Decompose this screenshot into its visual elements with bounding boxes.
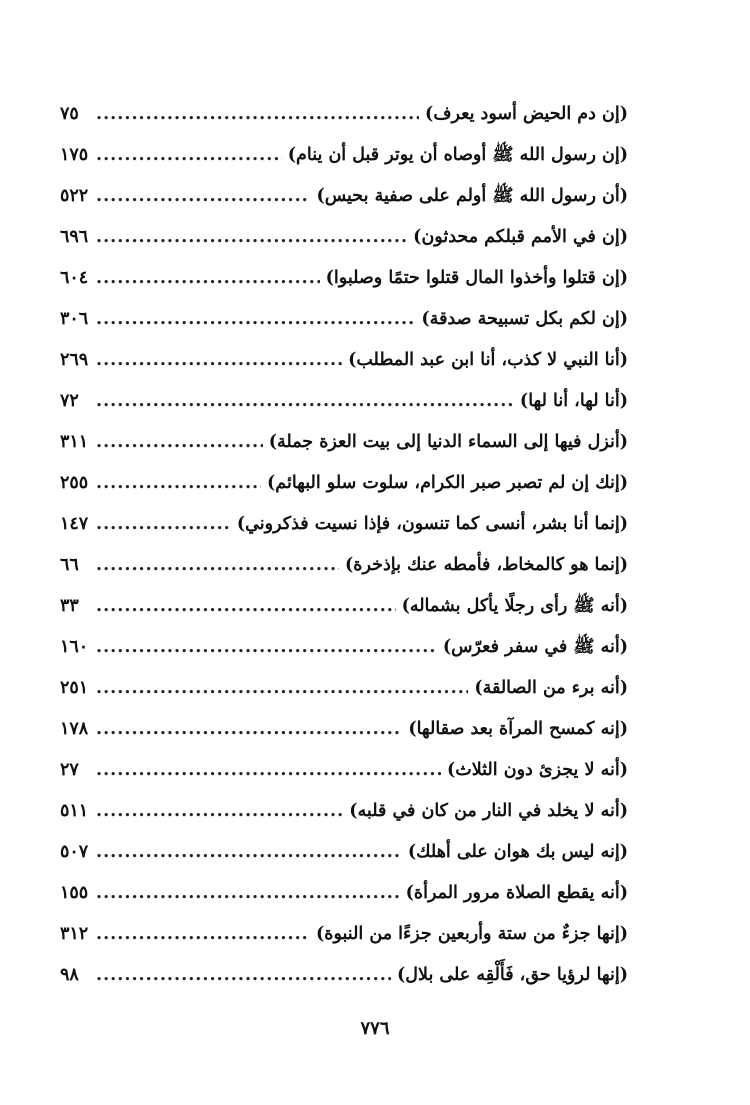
entry-page-number: ٢٥١ [60,677,89,698]
entry-page-number: ٦٦ [60,554,79,575]
dot-leader [96,516,231,534]
dot-leader [96,557,339,575]
entry-page-number: ٧٢ [60,390,79,411]
entry-text: (إن قتلوا وأخذوا المال قتلوا حتمًا وصلبوا) [325,267,628,288]
entry-text: (أنه ﷺ في سفر فعرّس) [442,636,628,657]
index-entry [60,914,628,955]
index-entry [60,873,628,914]
index-entry [60,627,628,668]
entry-page-number: ٥٢٢ [60,185,89,206]
entry-text: (إن دم الحيض أسود يعرف) [425,103,628,124]
index-entry [60,955,628,996]
index-entry [60,299,628,340]
entry-page-number: ٥١١ [60,800,89,821]
entry-page-number: ١٧٨ [60,718,89,739]
index-entry [60,463,628,504]
entry-page-number: ١٦٠ [60,636,89,657]
dot-leader [96,598,396,616]
entry-page-number: ١٥٥ [60,882,89,903]
dot-leader [96,270,320,288]
index-entry [60,422,628,463]
dot-leader [96,475,261,493]
dot-leader [96,885,400,903]
entry-page-number: ٣٣ [60,595,79,616]
entry-page-number: ٥٠٧ [60,841,89,862]
entry-text: (أنه لا يخلد في النار من كان في قلبه) [349,800,628,821]
dot-leader [96,106,419,124]
index-entry [60,176,628,217]
dot-leader [96,352,342,370]
dot-leader [96,311,415,329]
entry-text: (إنه كمسح المرآة بعد صقالها) [408,718,628,739]
dot-leader [96,229,407,247]
index-entry [60,791,628,832]
entry-text: (أنا لها، أنا لها) [519,390,628,411]
entry-text: (أنه ﷺ رأى رجلًا يأكل بشماله) [401,595,628,616]
entry-text: (أن رسول الله ﷺ أولم على صفية بحيس) [316,185,628,206]
index-entry [60,94,628,135]
index-entry [60,750,628,791]
entry-page-number: ١٤٧ [60,513,89,534]
entry-text: (أنه برء من الصالقة) [474,677,628,698]
entry-page-number: ٢٦٩ [60,349,89,370]
entry-page-number: ٢٥٥ [60,472,89,493]
index-entry [60,217,628,258]
entry-text: (إن رسول الله ﷺ أوصاه أن يوتر قبل أن ينام) [287,144,628,165]
index-entry [60,381,628,422]
dot-leader [96,926,310,944]
index-entry [60,504,628,545]
entry-page-number: ٧٥ [60,103,79,124]
dot-leader [96,393,514,411]
entry-page-number: ٩٨ [60,964,79,985]
dot-leader [96,680,468,698]
dot-leader [96,147,282,165]
index-entry [60,258,628,299]
index-entry [60,340,628,381]
hadith-index-list [60,94,628,996]
dot-leader [96,639,437,657]
page-number: ٧٧٦ [360,1018,390,1039]
entry-text: (أنزل فيها إلى السماء الدنيا إلى بيت العزة جملة) [268,431,628,452]
dot-leader [96,803,343,821]
entry-page-number: ٦٠٤ [60,267,89,288]
entry-text: (أنه يقطع الصلاة مرور المرأة) [405,882,628,903]
index-entry [60,832,628,873]
index-entry [60,586,628,627]
dot-leader [96,844,402,862]
entry-page-number: ٢٧ [60,759,79,780]
dot-leader [96,762,441,780]
index-entry [60,709,628,750]
entry-text: (إنك إن لم تصبر صبر الكرام، سلوت سلو البهائم) [267,472,628,493]
entry-page-number: ٦٩٦ [60,226,89,247]
entry-page-number: ٣١٢ [60,923,89,944]
index-entry [60,135,628,176]
entry-text: (إنه ليس بك هوان على أهلك) [407,841,628,862]
entry-text: (إنها جزءٌ من ستة وأربعين جزءًا من النبوة) [316,923,628,944]
entry-text: (إنما هو كالمخاط، فأمطه عنك بإذخرة) [345,554,628,575]
index-entry [60,668,628,709]
entry-text: (إن في الأمم قبلكم محدثون) [413,226,628,247]
entry-text: (إنها لرؤيا حق، فَأَلْقِه على بلال) [397,964,628,985]
entry-text: (أنه لا يجزئ دون الثلاث) [446,759,628,780]
dot-leader [96,967,391,985]
dot-leader [96,721,402,739]
entry-page-number: ٣٠٦ [60,308,89,329]
index-entry [60,545,628,586]
dot-leader [96,188,310,206]
entry-page-number: ٣١١ [60,431,89,452]
entry-text: (أنا النبي لا كذب، أنا ابن عبد المطلب) [348,349,628,370]
entry-text: (إنما أنا بشر، أنسى كما تنسون، فإذا نسيت فذكروني) [236,513,628,534]
entry-page-number: ١٧٥ [60,144,89,165]
entry-text: (إن لكم بكل تسبيحة صدقة) [421,308,628,329]
dot-leader [96,434,263,452]
